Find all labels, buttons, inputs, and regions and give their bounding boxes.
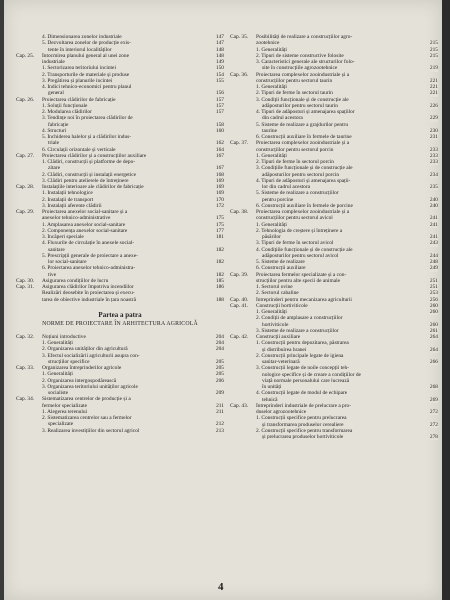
- entry-title: 3. Construcții legate de noile concepții teh-: [256, 365, 349, 372]
- entry-title: din cadrul acestora: [262, 115, 303, 122]
- entry-title: 2. Organizarea unităților din agricultură: [42, 346, 128, 353]
- page-reference: 167: [215, 165, 224, 172]
- page-reference: 221: [429, 90, 438, 97]
- page-reference: 167: [215, 152, 224, 159]
- entry-title: 1. Generalități: [256, 84, 287, 90]
- entry-title: 3. Instalații aferente clădirii: [42, 202, 102, 209]
- entry-title: sanitare: [48, 246, 65, 253]
- entry-title: construcțiilor pentru sectorul porcin: [256, 146, 334, 153]
- page-reference: 215: [429, 40, 438, 47]
- page-reference: 168: [215, 171, 224, 178]
- chapter-title: Proiectarea complexelor zooindustriale și a: [256, 140, 350, 147]
- page-reference: 264: [429, 346, 438, 353]
- entry-title: 1. Clădiri, construcții și platforme de depo-: [42, 159, 136, 165]
- entry-title: 3. Tipuri de ferme în sectorul avicol: [256, 240, 334, 247]
- entry-title: 3. Sisteme de realizare a construcțiilor: [256, 327, 339, 334]
- entry-title: zootehnice: [256, 40, 280, 47]
- entry-title: 2. Transporturile de materiale și produse: [42, 71, 130, 78]
- chapter-number: Cap. 27.: [16, 152, 35, 159]
- entry-title: socialiste: [48, 390, 69, 396]
- chapter-number: Cap. 34.: [16, 396, 35, 403]
- entry-title: 1. Construcții specifice pentru prelucrarea: [256, 415, 347, 422]
- page-reference: 204: [215, 346, 224, 353]
- part-subtitle: NORME DE PROIECTARE ÎN ARHITECTURA AGRICOLĂ: [42, 320, 198, 327]
- page-reference: 266: [429, 359, 438, 365]
- entry-title: site în construcțiile agrozootehnice: [262, 65, 338, 72]
- toc-entry-row: [16, 428, 224, 434]
- page-reference: 160: [215, 127, 224, 134]
- book-binding-edge: [442, 0, 450, 600]
- chapter-number: Cap. 36.: [230, 71, 249, 78]
- page-reference: 177: [215, 227, 224, 234]
- entry-title: 5. Închiderea halelor și a clădirilor indus-: [42, 134, 132, 140]
- entry-title: 6. Proiectarea anexelor tehnico-administra-: [42, 265, 136, 272]
- entry-title: 5. Dezvoltarea zonelor de producție exis-: [42, 40, 131, 47]
- entry-title: 3. Caracteristici generale ale structurilor folo-: [256, 59, 355, 65]
- entry-title: 3. Realizarea investițiilor din sectorul agricol: [42, 427, 140, 434]
- entry-title: 1. Sectorul ovine: [256, 284, 293, 290]
- page-reference: 244: [429, 252, 438, 259]
- page-reference: 221: [429, 77, 438, 84]
- page-reference: 233: [429, 152, 438, 159]
- page-reference: 147: [215, 40, 224, 47]
- entry-title: strucțiilor pentru alte specii de animale: [256, 277, 340, 284]
- page-reference: 155: [215, 77, 224, 84]
- entry-title: 5. Sisteme de realizare a construcțiilor: [256, 190, 339, 197]
- chapter-title: Proiectarea fermelor specializate și a con-: [256, 271, 347, 278]
- entry-title: 2. Construcții specifice pentru transformarea: [256, 427, 353, 434]
- page-reference: 157: [215, 96, 224, 103]
- chapter-number: Cap. 39.: [230, 271, 249, 278]
- toc-entry-row: [230, 434, 438, 440]
- page-reference: 272: [429, 409, 438, 415]
- entry-title: 3. Efectul socializării agriculturii asupra con-: [42, 352, 140, 359]
- page-reference: 162: [215, 140, 224, 147]
- chapter-number: Cap. 37.: [230, 140, 249, 147]
- entry-title: 4. Fluxurile de circulație în anexele social-: [42, 240, 135, 247]
- chapter-number: Cap. 26.: [16, 96, 35, 103]
- chapter-number: Cap. 41.: [230, 302, 249, 309]
- entry-title: 2. Clădiri, construcții și instalații energetice: [42, 171, 137, 178]
- chapter-title: Proiectarea complexelor zooindustriale și a: [256, 71, 350, 78]
- entry-title: duselor agrozootehnice: [256, 409, 307, 415]
- entry-title: 1. Soluții funcționale: [42, 102, 88, 109]
- entry-title: 2. Sectorul cabaline: [256, 290, 299, 297]
- entry-title: nologice specifice și de creare a condițiilor de: [262, 371, 361, 378]
- entry-title: 1. Generalități: [256, 152, 287, 159]
- page-reference: 264: [429, 334, 438, 340]
- page-reference: 260: [429, 309, 438, 315]
- chapter-title: Întreprinderi industriale de prelucrare a pro-: [256, 402, 352, 409]
- page-reference: 204: [215, 333, 224, 340]
- entry-title: 3. Condiții funcționale și de construcție ale: [256, 96, 349, 103]
- chapter-title: Organizarea întreprinderilor agricole: [42, 365, 122, 371]
- page-reference: 234: [429, 171, 438, 178]
- entry-title: strucțiilor specifice: [48, 358, 90, 365]
- entry-title: și transformarea produselor cerealiere: [262, 421, 344, 428]
- entry-title: triale: [48, 140, 60, 147]
- page-reference: 164: [215, 146, 224, 153]
- page-reference: 154: [215, 71, 224, 78]
- chapter-title: Asigurarea clădirilor împotriva incendiilor: [42, 284, 134, 290]
- entry-title: adăposturilor pentru sectorul porcin: [262, 171, 340, 178]
- page-reference: 278: [429, 434, 438, 440]
- entry-title: pentru porcine: [262, 196, 294, 203]
- page-reference: 215: [429, 46, 438, 53]
- chapter-number: Cap. 28.: [16, 184, 35, 190]
- page-reference: 269: [429, 396, 438, 403]
- page-reference: 170: [215, 196, 224, 203]
- toc-column-right: [230, 34, 438, 440]
- page-reference: 148: [215, 52, 224, 59]
- entry-title: 1. Generalități: [256, 221, 287, 228]
- entry-title: 4. Tipuri de adăposturi și amenajarea spațiilor: [256, 109, 355, 115]
- page-reference: 169: [215, 184, 224, 190]
- page-reference: 148: [215, 46, 224, 53]
- page-reference: 260: [429, 321, 438, 328]
- page-reference: 186: [215, 284, 224, 290]
- chapter-title: Proiectarea anexelor social-sanitare și a: [42, 209, 128, 215]
- page-reference: 175: [215, 215, 224, 222]
- entry-title: 2. Tipuri de ferme în sectorul taurin: [256, 90, 333, 97]
- toc-column-left: [16, 34, 224, 434]
- chapter-number: Cap. 42.: [230, 334, 249, 340]
- chapter-title: Întreprinderi pentru mecanizarea agriculturii: [256, 296, 352, 303]
- page-reference: 251: [429, 277, 438, 284]
- entry-title: 3. Pregătirea și planurile incintei: [42, 77, 113, 84]
- page-reference: 209: [215, 390, 224, 396]
- page-reference: 272: [429, 421, 438, 428]
- chapter-title: Proiectarea clădirilor și a construcțiilor auxiliare: [42, 152, 147, 159]
- page-reference: 233: [429, 159, 438, 165]
- toc-entry-row: [16, 297, 224, 303]
- entry-title: 1. Instalații tehnologice: [42, 190, 93, 197]
- page-reference: 205: [215, 365, 224, 371]
- page-reference: 231: [429, 134, 438, 140]
- page-reference: 188: [215, 296, 224, 303]
- chapter-number: Cap. 33.: [16, 365, 35, 371]
- entry-title: 1. Construcții pentru depozitarea, păstrarea: [256, 340, 349, 347]
- chapter-title: Construcții hortiviticole: [256, 302, 308, 309]
- page-reference: 147: [215, 34, 224, 40]
- entry-title: 4. Tipuri de adăposturi și amenajarea spații-: [256, 177, 351, 184]
- page-reference: 169: [215, 190, 224, 197]
- entry-title: 2. Construcții principale legate de igiena: [256, 352, 344, 359]
- entry-title: 3. Organizarea teritoriului unităților agricole: [42, 383, 138, 390]
- page-reference: 181: [215, 234, 224, 240]
- entry-title: construcțiilor pentru sectorul taurin: [256, 77, 333, 84]
- entry-title: 1. Amplasarea anexelor social-sanitare: [42, 221, 126, 228]
- entry-title: 6. Circulații orizontale și verticale: [42, 146, 116, 153]
- page-reference: 241: [429, 234, 438, 240]
- entry-title: fabricație: [48, 121, 69, 128]
- entry-title: Realizări deosebite în proiectarea și execu-: [42, 290, 135, 297]
- entry-title: 2. Tipuri de ferme în sectorul porcin: [256, 159, 335, 165]
- page-reference: 158: [215, 121, 224, 128]
- entry-title: 5. Prescripții generale de proiectare a anexe-: [42, 252, 138, 259]
- page-reference: 241: [429, 215, 438, 222]
- entry-title: 6. Construcții auxiliare în fermele de porcine: [256, 202, 353, 209]
- entry-title: în unități: [262, 384, 282, 390]
- entry-title: 5. Sisteme de realizare: [256, 259, 305, 265]
- page-reference: 251: [429, 284, 438, 290]
- entry-title: 2. Sistematizarea centrelor sau a fermelor: [42, 415, 132, 421]
- page-reference: 229: [429, 115, 438, 122]
- entry-title: adăposturilor pentru sectorul taurin: [262, 102, 338, 109]
- entry-title: și prelucrarea produselor hortiviticole: [262, 434, 344, 440]
- entry-title: 2. Organizarea intergospodărească: [42, 377, 117, 384]
- page-reference: 260: [429, 302, 438, 309]
- chapter-title: Întocmirea planului general al unei zone: [42, 52, 129, 59]
- page-reference: 261: [429, 327, 438, 334]
- entry-title: 5. Sisteme de realizare a grajdurilor pentru: [256, 121, 349, 128]
- page-reference: 185: [215, 277, 224, 284]
- entry-title: 2. Tipuri de sisteme constructive folosite: [256, 52, 344, 59]
- entry-title: adăposturilor pentru sectorul avicol: [262, 252, 339, 259]
- entry-title: sanitar-veterinară: [262, 359, 300, 365]
- page-reference: 204: [215, 340, 224, 346]
- page-reference: 157: [215, 109, 224, 115]
- chapter-number: Cap. 31.: [16, 284, 35, 290]
- entry-title: construcțiilor pentru sectorul avicol: [256, 215, 333, 222]
- entry-title: 3. Tendințe noi în proiectarea clădirilor de: [42, 115, 133, 122]
- page-reference: 235: [429, 184, 438, 190]
- chapter-number: Cap. 32.: [16, 333, 35, 340]
- page-reference: 182: [215, 246, 224, 253]
- chapter-title: Instalațiile interioare ale clădirilor de fabricație: [42, 184, 144, 190]
- page-reference: 169: [215, 177, 224, 184]
- page-reference: 211: [216, 408, 224, 415]
- page-reference: 206: [215, 377, 224, 384]
- book-page: [4, 0, 442, 600]
- page-reference: 205: [215, 358, 224, 365]
- page-reference: 243: [429, 240, 438, 247]
- entry-title: 1. Alegerea terenului: [42, 408, 88, 415]
- page-reference: 256: [429, 296, 438, 303]
- entry-title: tive: [48, 271, 57, 278]
- page-reference: 219: [429, 65, 438, 72]
- page-reference: 182: [215, 271, 224, 278]
- chapter-title: Asigurarea condițiilor de lucru: [42, 277, 109, 284]
- page-reference: 150: [215, 65, 224, 72]
- entry-title: specializate: [48, 421, 74, 428]
- page-reference: 205: [215, 371, 224, 378]
- chapter-number: Cap. 40.: [230, 296, 249, 303]
- page-reference: 233: [429, 146, 438, 153]
- entry-title: 2. Instalații de transport: [42, 196, 94, 203]
- part-title: Partea a patra: [98, 310, 142, 319]
- page-reference: 248: [429, 259, 438, 265]
- chapter-title: Posibilități de realizare a construcțiilor agro-: [256, 34, 353, 40]
- entry-title: 2. Componența anexelor social-sanitare: [42, 227, 128, 234]
- entry-title: lor din cadrul acestora: [262, 184, 311, 190]
- entry-title: fermelor specializate: [42, 402, 88, 409]
- page-reference: 241: [429, 221, 438, 228]
- entry-title: taurine: [262, 127, 277, 134]
- page-reference: 240: [429, 202, 438, 209]
- entry-title: 3. Condițiile funcționale și de construcție ale: [256, 165, 353, 172]
- entry-title: tehnică: [262, 396, 278, 403]
- entry-title: general: [48, 90, 64, 97]
- page-reference: 156: [215, 90, 224, 97]
- entry-title: 2. Tehnologia de creștere și întreținere a: [256, 227, 343, 234]
- page-reference: 157: [215, 102, 224, 109]
- entry-title: tente în interiorul localităților: [48, 46, 112, 53]
- entry-title: lor social-sanitare: [48, 259, 87, 265]
- page-reference: 172: [215, 202, 224, 209]
- entry-title: 1. Sectorizarea teritoriului incintei: [42, 65, 116, 72]
- entry-title: viață normale personalului care lucrează: [262, 377, 350, 384]
- entry-title: și distribuirea hranei: [262, 346, 307, 353]
- page-reference: 212: [215, 421, 224, 428]
- entry-title: 2. Modularea clădirilor: [42, 109, 92, 115]
- entry-title: 6. Construcții auxiliare: [256, 265, 306, 272]
- entry-title: 2. Condiții de amplasare a construcțiilor: [256, 315, 343, 322]
- chapter-title: Proiectarea clădirilor de fabricație: [42, 96, 116, 103]
- page-reference: 182: [215, 259, 224, 265]
- page-reference: 253: [429, 290, 438, 297]
- chapter-number: Cap. 25.: [16, 52, 35, 59]
- entry-title: 4. Indici tehnico-economici pentru planul: [42, 84, 132, 90]
- page-reference: 221: [429, 84, 438, 90]
- chapter-number: Cap. 30.: [16, 277, 35, 284]
- chapter-title: Sistematizarea centrelor de producție și a: [42, 396, 131, 403]
- entry-title: 3. Clădiri pentru atelierele de întreținere: [42, 177, 129, 184]
- page-reference: 230: [429, 127, 438, 134]
- entry-title: 3. Încăperi speciale: [42, 234, 84, 240]
- entry-title: 4. Condițiile funcționale și de construcție ale: [256, 246, 353, 253]
- chapter-title: Noțiuni introductive: [42, 333, 86, 340]
- page-reference: 240: [429, 196, 438, 203]
- page-reference: 175: [215, 221, 224, 228]
- page-reference: 149: [215, 59, 224, 65]
- entry-title: 6. Construcții auxiliare în fermele de taurine: [256, 134, 352, 140]
- entry-title: 4. Dimensionarea zonelor industriale: [42, 34, 122, 40]
- page-reference: 215: [429, 52, 438, 59]
- page-reference: 268: [429, 384, 438, 390]
- entry-title: 1. Generalități: [256, 46, 287, 53]
- chapter-number: Cap. 35.: [230, 34, 249, 40]
- page-reference: 226: [429, 102, 438, 109]
- entry-title: tarea de obiective industriale în țara noastră: [42, 296, 136, 303]
- chapter-title: Construcții auxiliare: [256, 334, 301, 340]
- entry-title: 4. Construcții legate de modul de echipare: [256, 390, 348, 397]
- chapter-number: Cap. 29.: [16, 209, 35, 215]
- entry-title: hortiviticole: [262, 321, 289, 328]
- chapter-number: Cap. 38.: [230, 209, 249, 215]
- page-reference: 249: [429, 265, 438, 272]
- entry-title: anexelor tehnico-administrative: [42, 215, 111, 222]
- chapter-number: Cap. 43.: [230, 402, 249, 409]
- entry-title: industriale: [42, 59, 65, 65]
- page-reference: 211: [216, 402, 224, 409]
- entry-title: 4. Structuri: [42, 127, 67, 134]
- entry-title: 1. Generalități: [42, 340, 73, 346]
- entry-title: zitare: [48, 165, 60, 172]
- entry-title: 1. Generalități: [256, 309, 287, 315]
- page-reference: 213: [215, 427, 224, 434]
- entry-title: 1. Generalități: [42, 371, 73, 378]
- entry-title: păsărilor: [262, 234, 281, 240]
- chapter-title: Proiectarea complexelor zooindustriale și a: [256, 209, 350, 215]
- page-number: 4: [218, 581, 224, 593]
